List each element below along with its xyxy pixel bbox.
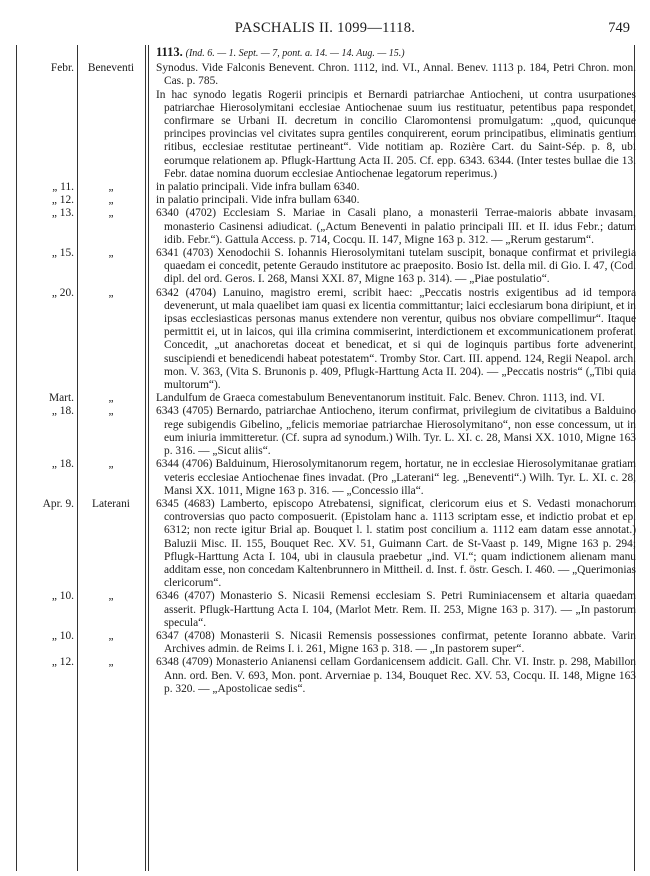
- entry-place: „: [108, 392, 114, 405]
- entry-place: „: [108, 286, 114, 299]
- entry-text: Synodus. Vide Falconis Benevent. Chron. 1112, ind. VI., Annal. Benev. 1113 p. 184, Petri Chron. mon. Cas. p. 785.: [156, 62, 636, 88]
- year-heading-row: [0, 46, 650, 60]
- header-title: PASCHALIS II. 1099—1118.: [234, 20, 416, 36]
- entry-month: „: [52, 181, 58, 194]
- entry-place: „: [108, 458, 114, 471]
- entry-place: „: [108, 405, 114, 418]
- entry-month: „: [51, 590, 57, 603]
- entry-place: „: [108, 194, 114, 207]
- register-entry: [0, 498, 650, 590]
- entry-month: „: [51, 629, 57, 642]
- register-table: [0, 46, 650, 696]
- entry-place: Beneventi: [87, 62, 135, 75]
- entry-date: [22, 207, 74, 220]
- entry-date: [22, 405, 74, 418]
- entry-date: [22, 392, 74, 405]
- entry-day: 20.: [59, 286, 74, 299]
- entry-day: 18.: [59, 405, 74, 418]
- entry-date: [22, 498, 74, 511]
- entry-text: 6341 (4703) Xenodochii S. Iohannis Hierosolymitani tutelam suscipit, bonaque confirmat et privilegia quaedam ei concedit, petente Geraudo institutore ac praeposito. Bosio Ist. della mil. di Gio. I. 47, (Cod. dipl. del ord. Geros. I. 268, Mansi XXI. 87, Migne 163 p. 314). — „Piae postulatio“.: [156, 247, 636, 286]
- entries-list: [0, 62, 650, 696]
- register-entry: [0, 287, 650, 393]
- register-entry: [0, 630, 650, 656]
- entry-month: Apr.: [42, 497, 63, 510]
- entry-month: „: [51, 247, 57, 260]
- entry-month: Mart.: [49, 392, 74, 405]
- entry-date: [22, 287, 74, 300]
- register-entry: [0, 247, 650, 287]
- entry-day: 12.: [59, 656, 74, 669]
- register-entry: [0, 392, 650, 405]
- entry-day: 9.: [65, 497, 74, 510]
- entry-place: Laterani: [92, 497, 130, 510]
- entry-day: 15.: [59, 247, 74, 260]
- entry-month: „: [51, 458, 57, 471]
- entry-place: „: [108, 590, 114, 603]
- entry-date: [22, 656, 74, 669]
- entry-text: Landulfum de Graeca comestabulum Beneventanorum instituit. Falc. Benev. Chron. 1113, ind. VI.: [156, 392, 605, 405]
- entry-month: „: [51, 405, 57, 418]
- register-entry: [0, 207, 650, 247]
- entry-day: 13.: [59, 207, 74, 220]
- entry-text: In hac synodo legatis Rogerii principis et Bernardi patriarchae Antiocheni, ut contra usurpationes patriarchae Hierosolymitani ecclesiae Antiochenae suum ius restituatur, petentibus papa respondet, confirmare se Urbani II. decretum in concilio Claromontensi promulgatum: „quod, quicunque principes provincias vel civitates supra gentiles conquirerent, eorum principatibus, eliminatis gentium ritibus, ecclesiae restitutae pertineant“. Vide notitiam ap. Rozière Cart. du Saint-Sép. p. 8, ubi eorumque relationem ap. Pflugk-Harttung Acta II. 205. Cf. epp. 6343. 6344. (Inter testes bullae die 13. Febr. datae nomina duorum ecclesiae Antiochenae legatorum reperimus.): [156, 88, 636, 180]
- year-indiction: (Ind. 6. — 1. Sept. — 7, pont. a. 14. — 14. Aug. — 15.): [185, 48, 405, 59]
- register-entry: [0, 458, 650, 498]
- register-entry: [0, 89, 650, 181]
- entry-day: 10.: [59, 590, 74, 603]
- entry-date: [22, 247, 74, 260]
- entry-date: [22, 194, 74, 207]
- register-entry: [0, 62, 650, 88]
- entry-month: Febr.: [50, 62, 74, 75]
- entry-date: [22, 630, 74, 643]
- entry-day: 18.: [59, 458, 74, 471]
- register-entry: [0, 405, 650, 458]
- entry-month: „: [51, 194, 57, 207]
- entry-place: „: [108, 181, 114, 194]
- entry-date: [22, 590, 74, 603]
- entry-month: „: [51, 207, 57, 220]
- page-number: 749: [608, 20, 630, 36]
- entry-day: 10.: [59, 629, 74, 642]
- entry-place: „: [108, 247, 114, 260]
- entry-place: „: [108, 207, 114, 220]
- running-header: [0, 18, 650, 38]
- entry-text: 6344 (4706) Balduinum, Hierosolymitanorum regem, hortatur, ne in ecclesiae Hierosolymitanae gratiam veteris ecclesiae Antiochenae fines invadat. (Pro „Laterani“ leg. „Beneventi“.) Wilh. Tyr. L. XI. c. 28, Mansi XX. 1011, Migne 163 p. 316. — „Concessio illa“.: [156, 458, 636, 497]
- entry-date: [22, 458, 74, 471]
- register-entry: [0, 181, 650, 194]
- entry-date: [22, 62, 74, 75]
- entry-month: „: [51, 286, 57, 299]
- entry-place: „: [108, 629, 114, 642]
- register-entry: [0, 590, 650, 630]
- entry-text: in palatio principali. Vide infra bullam 6340.: [156, 194, 360, 207]
- entry-month: „: [51, 656, 57, 669]
- entry-text: 6345 (4683) Lamberto, episcopo Atrebatensi, significat, clericorum eius et S. Vedasti monachorum controversias quo pacto composuerit. (Epistolam hanc a. 1113 scriptam esse, et indictio probat et ep. 6312; non recte igitur Brial ap. Bouquet l. l. statim post concilium a. 1112 eam datam esse annotat.) Baluzii Misc. II. 155, Bouquet Rec. XV. 51, Guimann Cart. de St-Vaast p. 149, Migne 163 p. 294; Pflugk-Harttung Acta I. 104, ubi in clausula praebetur „ind. VI.“; quam indictionem alienam manu additam esse, non concedam Kaltenbrunnero in Mittheil. d. Inst. f. östr. Gesch. I. 460. — „Querimonias clericorum“.: [156, 497, 636, 590]
- entry-day: 11.: [60, 181, 74, 194]
- entry-text: 6342 (4704) Lanuino, magistro eremi, scribit haec: „Peccatis nostris exigentibus ad id tempora devenerunt, ut mala quaelibet iam quasi ex licentia committantur; laici ecclesiarum bona diripiunt, et in ipsas ecclesiasticas personas manus extendere non verentur, quibus nos obviare compellimur“. Itaque permittit ei, ut in laicos, qui illa crimina commiserint, interdictionem et excommunicationem proferat. Concedit, „ut anachoretas doceat et benedicat, et si qui de loginquis partibus forte advenerint, suscipiendi et benedicendi habeat potestatem“. Tromby Stor. Cart. III. append. 124, Regii Neapol. arch. mon. V. 363, (Vita S. Brunonis p. 409, Pflugk-Harttung Acta II. 204). — „Peccatis nostris“ („Tibi quia multorum“).: [156, 286, 636, 392]
- entry-text: 6340 (4702) Ecclesiam S. Mariae in Casali plano, a monasterii Terrae-maioris abbate invasam, monasterio Casinensi adiudicat. („Actum Beneventi in palatio principali III. et II. idus Febr.; datum idib. Febr.“). Gattula Access. p. 714, Cocqu. II. 147, Migne 163 p. 312. — „Rerum gestarum“.: [156, 207, 636, 246]
- entry-text: 6343 (4705) Bernardo, patriarchae Antiocheno, iterum confirmat, privilegium de civitatibus a Balduino rege subigendis Gibelino, „felicis memoriae patriarchae Hierosolymitano“, non esse concessum, ut in eum iniuria immitteretur. (Cf. supra ad synodum.) Wilh. Tyr. L. XI. c. 28, Mansi XX. 1010, Migne 163 p. 316. — „Sicut aliis“.: [156, 405, 636, 458]
- entry-text: 6346 (4707) Monasterio S. Nicasii Remensi ecclesiam S. Petri Ruminiacensem et altaria quaedam asserit. Pflugk-Harttung Acta I. 104, (Marlot Metr. Rem. II. 253, Migne 163 p. 317). — „In pastorum specula“.: [156, 590, 636, 629]
- entry-place: „: [108, 656, 114, 669]
- entry-text: in palatio principali. Vide infra bullam 6340.: [156, 181, 360, 194]
- register-entry: [0, 656, 650, 696]
- entry-text: 6347 (4708) Monasterii S. Nicasii Remensis possessiones confirmat, petente Ioranno abbate. Varin Archives admin. de Reims I. i. 261, Migne 163 p. 318. — „In pastorem super“.: [156, 629, 636, 656]
- entry-text: 6348 (4709) Monasterio Anianensi cellam Gordanicensem addicit. Gall. Chr. VI. Instr. p. 298, Mabillon Ann. ord. Ben. V. 693, Mon. pont. Arverniae p. 134, Bouquet Rec. XV. 53, Cocqu. II. 148, Migne 163 p. 320. — „Apostolicae sedis“.: [156, 656, 636, 695]
- year-heading: 1113.: [156, 45, 183, 59]
- entry-day: 12.: [59, 194, 74, 207]
- register-entry: [0, 194, 650, 207]
- entry-date: [22, 181, 74, 194]
